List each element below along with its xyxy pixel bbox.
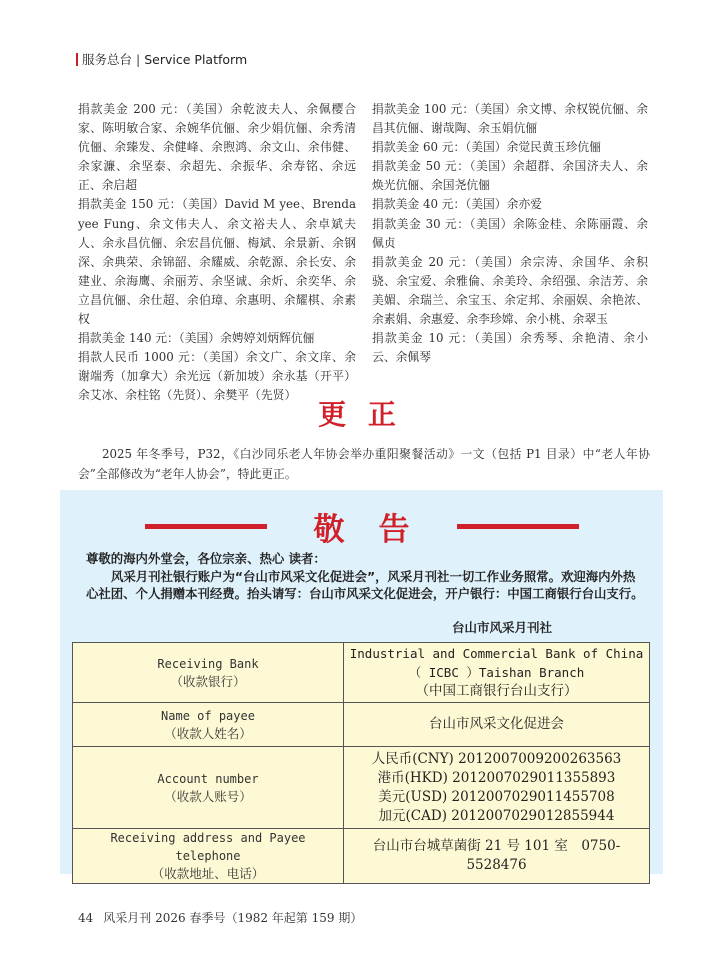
correction-text: 2025 年冬季号，P32，《白沙同乐老人年协会举办重阳聚餐活动》一文（包括 P1 目录）中“老人年协会”全部修改为“老年人协会”，特此更正。 — [78, 447, 650, 481]
address-label-en: Receiving address and Payee telephone — [110, 831, 306, 863]
donation-entry: 捐款美金 100 元：（美国）余文博、余权锐伉俪、余昌其伉俪、谢哉陶、余玉娟伉俪 — [372, 102, 648, 136]
heading-rule-right — [457, 524, 579, 529]
donation-entry: 捐款美金 40 元：（美国）余亦爱 — [372, 197, 542, 212]
header-cn: 服务总台 — [82, 52, 133, 67]
header-separator: | — [136, 52, 141, 67]
address-label-cn: （收款地址、电话） — [151, 866, 265, 881]
header-en: Service Platform — [144, 52, 248, 67]
donation-entry: 捐款人民币 1000 元：（美国）余文广、余文庠、余谢端秀（加拿大）余光远（新加坡）余永基（开平）余艾冰、余柱铭（先贤）、余樊平（先贤） — [78, 350, 356, 403]
account-usd: 美元(USD) 2012007029011455708 — [378, 788, 615, 805]
notice-box — [60, 490, 663, 881]
bank-value-cell — [344, 643, 650, 703]
table-row — [73, 703, 650, 747]
table-row — [73, 643, 650, 703]
footer-text: 风采月刊 2026 春季号（1982 年起第 159 期） — [103, 911, 363, 925]
bank-label-en: Receiving Bank — [157, 656, 259, 671]
donation-entry: 捐款美金 140 元：（美国）余娉婷刘炳辉伉俪 — [78, 331, 315, 346]
donation-entry: 捐款美金 10 元：（美国）余秀琴、余艳清、余小云、余佩琴 — [372, 331, 648, 365]
bank-value-en2: （ ICBC ）Taishan Branch — [408, 665, 585, 680]
notice-heading — [60, 504, 663, 549]
donation-entry: 捐款美金 200 元：（美国）余乾波夫人、余佩樱合家、陈明敏合家、余婉华伉俪、余少娟伉俪、余秀清伉俪、余臻发、余健峰、余煦鸿、余文山、余伟健、余家濂、余坚泰、余超先、余振华、余寿铭、余远正、余启超 — [78, 102, 356, 193]
page-number: 44 — [78, 911, 94, 925]
notice-paragraph: 风采月刊社银行账户为“台山市风采文化促进会”，风采月刊社一切工作业务照常。欢迎海内外热心社团、个人捐赠本刊经费。抬头请写：台山市风采文化促进会，开户银行：中国工商银行台山支行。 — [86, 568, 644, 601]
correction-title: 更 正 — [318, 398, 402, 431]
payee-label-cn: （收款人姓名） — [164, 725, 252, 741]
account-label-cn: （收款人账号） — [164, 788, 252, 804]
account-label-en: Account number — [157, 771, 259, 786]
bank-value-en1: Industrial and Commercial Bank of China — [349, 646, 644, 661]
account-cny: 人民币(CNY) 2012007009200263563 — [371, 750, 622, 767]
payee-label-cell — [73, 703, 344, 747]
heading-rule-left — [145, 524, 267, 529]
donation-entry: 捐款美金 150 元：（美国）David M yee、Brenda yee Fung、余文伟夫人、余文裕夫人、余卓斌夫人、余永昌伉俪、余宏昌伉俪、梅斌、余景新、余钢深、余典荣、余锦韶、余耀威、余乾源、余长安、余建业、余海鹰、余丽芳、余坚诚、余炘、余奕华、余立昌伉俪、余仕超、余伯璋、余惠明、余耀棋、余素权 — [78, 197, 356, 327]
section-header — [76, 50, 247, 68]
donation-list-left — [78, 100, 356, 406]
address-value: 台山市台城草菌街 21 号 101 室 0750-5528476 — [344, 829, 650, 884]
notice-greeting: 尊敬的海内外堂会，各位宗亲、热心 读者： — [86, 551, 326, 566]
table-row — [73, 829, 650, 884]
table-row — [73, 747, 650, 829]
header-bar — [76, 53, 78, 66]
bank-value-cn: （中国工商银行台山支行） — [415, 683, 578, 699]
bank-label-cell — [73, 643, 344, 703]
address-label-cell — [73, 829, 344, 884]
donation-entry: 捐款美金 30 元：（美国）余陈金桂、余陈丽霞、余佩贞 — [372, 216, 648, 250]
account-label-cell — [73, 747, 344, 829]
bank-info-table — [72, 642, 650, 884]
donation-entry: 捐款美金 20 元：（美国）余宗涛、余国华、余积骁、余宝爱、余雅倫、余美玲、余绍强、余洁芳、余美媚、余瑞兰、余宝玉、余定邦、余丽娱、余艳浓、余素娟、余惠爱、余李珍嫦、余小桃、余翠玉 — [372, 254, 648, 327]
account-hkd: 港币(HKD) 2012007029011355893 — [377, 769, 616, 786]
account-cad: 加元(CAD) 2012007029012855944 — [378, 807, 615, 824]
donation-entry: 捐款美金 60 元：（美国）余觉民黄玉珍伉俪 — [372, 140, 601, 155]
notice-signer: 台山市风采月刊社 — [452, 620, 553, 635]
page-footer — [78, 909, 362, 926]
payee-label-en: Name of payee — [161, 708, 255, 723]
notice-title: 敬告 — [313, 512, 444, 548]
donation-entry: 捐款美金 50 元：（美国）余超群、余国济夫人、余焕光伉俪、余国尧伉俪 — [372, 159, 648, 193]
notice-body — [86, 550, 646, 603]
account-value-cell — [344, 747, 650, 829]
bank-label-cn: （收款银行） — [170, 673, 246, 689]
donation-list-right — [372, 100, 648, 367]
payee-value: 台山市风采文化促进会 — [344, 703, 650, 747]
